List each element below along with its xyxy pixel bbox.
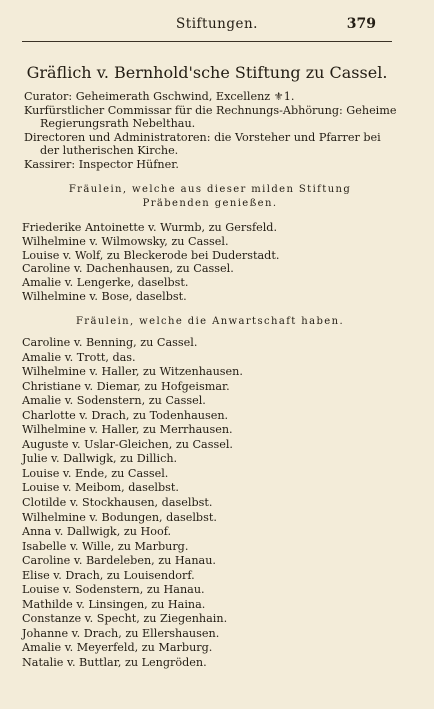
list-entry: Constanze v. Specht, zu Ziegenhain. bbox=[22, 612, 228, 626]
list-entry: Julie v. Dallwigk, zu Dillich. bbox=[22, 452, 178, 466]
foundation-heading: Gräflich v. Bernhold'sche Stiftung zu Cassel. bbox=[26, 63, 388, 82]
page-number: 379 bbox=[346, 16, 376, 32]
header-rule bbox=[22, 41, 392, 42]
list-entry: Caroline v. Dachenhausen, zu Cassel. bbox=[22, 262, 234, 276]
section-anwartschaft-heading bbox=[24, 315, 396, 329]
list-entry: Auguste v. Uslar-Gleichen, zu Cassel. bbox=[22, 437, 233, 451]
list-entry: Amalie v. Meyerfeld, zu Marburg. bbox=[22, 641, 213, 655]
official-line: Regierungsrath Nebelthau. bbox=[40, 117, 196, 131]
officials-block bbox=[24, 90, 396, 172]
list-entry: Louise v. Sodenstern, zu Hanau. bbox=[22, 583, 205, 597]
list-entry: Wilhelmine v. Bose, daselbst. bbox=[22, 289, 187, 303]
official-line: Directoren und Administratoren: die Vorsteher und Pfarrer bei bbox=[24, 130, 381, 144]
list-entry: Amalie v. Sodenstern, zu Cassel. bbox=[22, 394, 206, 408]
list-entry: Amalie v. Trott, das. bbox=[22, 350, 136, 364]
list-entry: Isabelle v. Wille, zu Marburg. bbox=[22, 539, 189, 553]
official-line: der lutherischen Kirche. bbox=[40, 144, 179, 158]
list-entry: Wilhelmine v. Haller, zu Merrhausen. bbox=[22, 423, 233, 437]
list-entry: Elise v. Drach, zu Louisendorf. bbox=[22, 568, 195, 582]
praebenden-list bbox=[22, 221, 394, 304]
list-entry: Mathilde v. Linsingen, zu Haina. bbox=[22, 597, 206, 611]
list-entry: Louise v. Ende, zu Cassel. bbox=[22, 466, 169, 480]
list-entry: Amalie v. Lengerke, daselbst. bbox=[22, 276, 189, 290]
list-entry: Caroline v. Bardeleben, zu Hanau. bbox=[22, 554, 216, 568]
list-entry: Wilhelmine v. Haller, zu Witzenhausen. bbox=[22, 365, 243, 379]
list-entry: Clotilde v. Stockhausen, daselbst. bbox=[22, 496, 213, 510]
list-entry: Wilhelmine v. Wilmowsky, zu Cassel. bbox=[22, 234, 229, 248]
running-head-title: Stiftungen. bbox=[176, 16, 258, 32]
list-entry: Charlotte v. Drach, zu Todenhausen. bbox=[22, 408, 229, 422]
official-line: Kurfürstlicher Commissar für die Rechnungs-Abhörung: Geheime bbox=[24, 103, 397, 117]
section-heading-line: Fräulein, welche die Anwartschaft haben. bbox=[75, 316, 345, 327]
running-head bbox=[0, 16, 434, 38]
list-entry: Natalie v. Buttlar, zu Lengröden. bbox=[22, 656, 207, 670]
list-entry: Anna v. Dallwigk, zu Hoof. bbox=[22, 525, 172, 539]
list-entry: Wilhelmine v. Bodungen, daselbst. bbox=[22, 510, 217, 524]
list-entry: Christiane v. Diemar, zu Hofgeismar. bbox=[22, 379, 230, 393]
list-entry: Caroline v. Benning, zu Cassel. bbox=[22, 336, 198, 349]
list-entry: Louise v. Wolf, zu Bleckerode bei Duderstadt. bbox=[22, 248, 280, 262]
list-entry: Friederike Antoinette v. Wurmb, zu Gersfeld. bbox=[22, 221, 278, 234]
official-line: Kassirer: Inspector Hüfner. bbox=[24, 157, 179, 171]
section-praebenden-heading bbox=[24, 183, 396, 210]
list-entry: Louise v. Meibom, daselbst. bbox=[22, 481, 179, 495]
section-heading-line: Fräulein, welche aus dieser milden Stiftung bbox=[68, 184, 352, 195]
list-entry: Johanne v. Drach, zu Ellershausen. bbox=[22, 626, 220, 640]
official-line: Curator: Geheimerath Gschwind, Excellenz ⚜1. bbox=[24, 90, 295, 103]
section-heading-line: Präbenden genießen. bbox=[142, 197, 278, 209]
anwartschaft-list bbox=[22, 336, 394, 671]
